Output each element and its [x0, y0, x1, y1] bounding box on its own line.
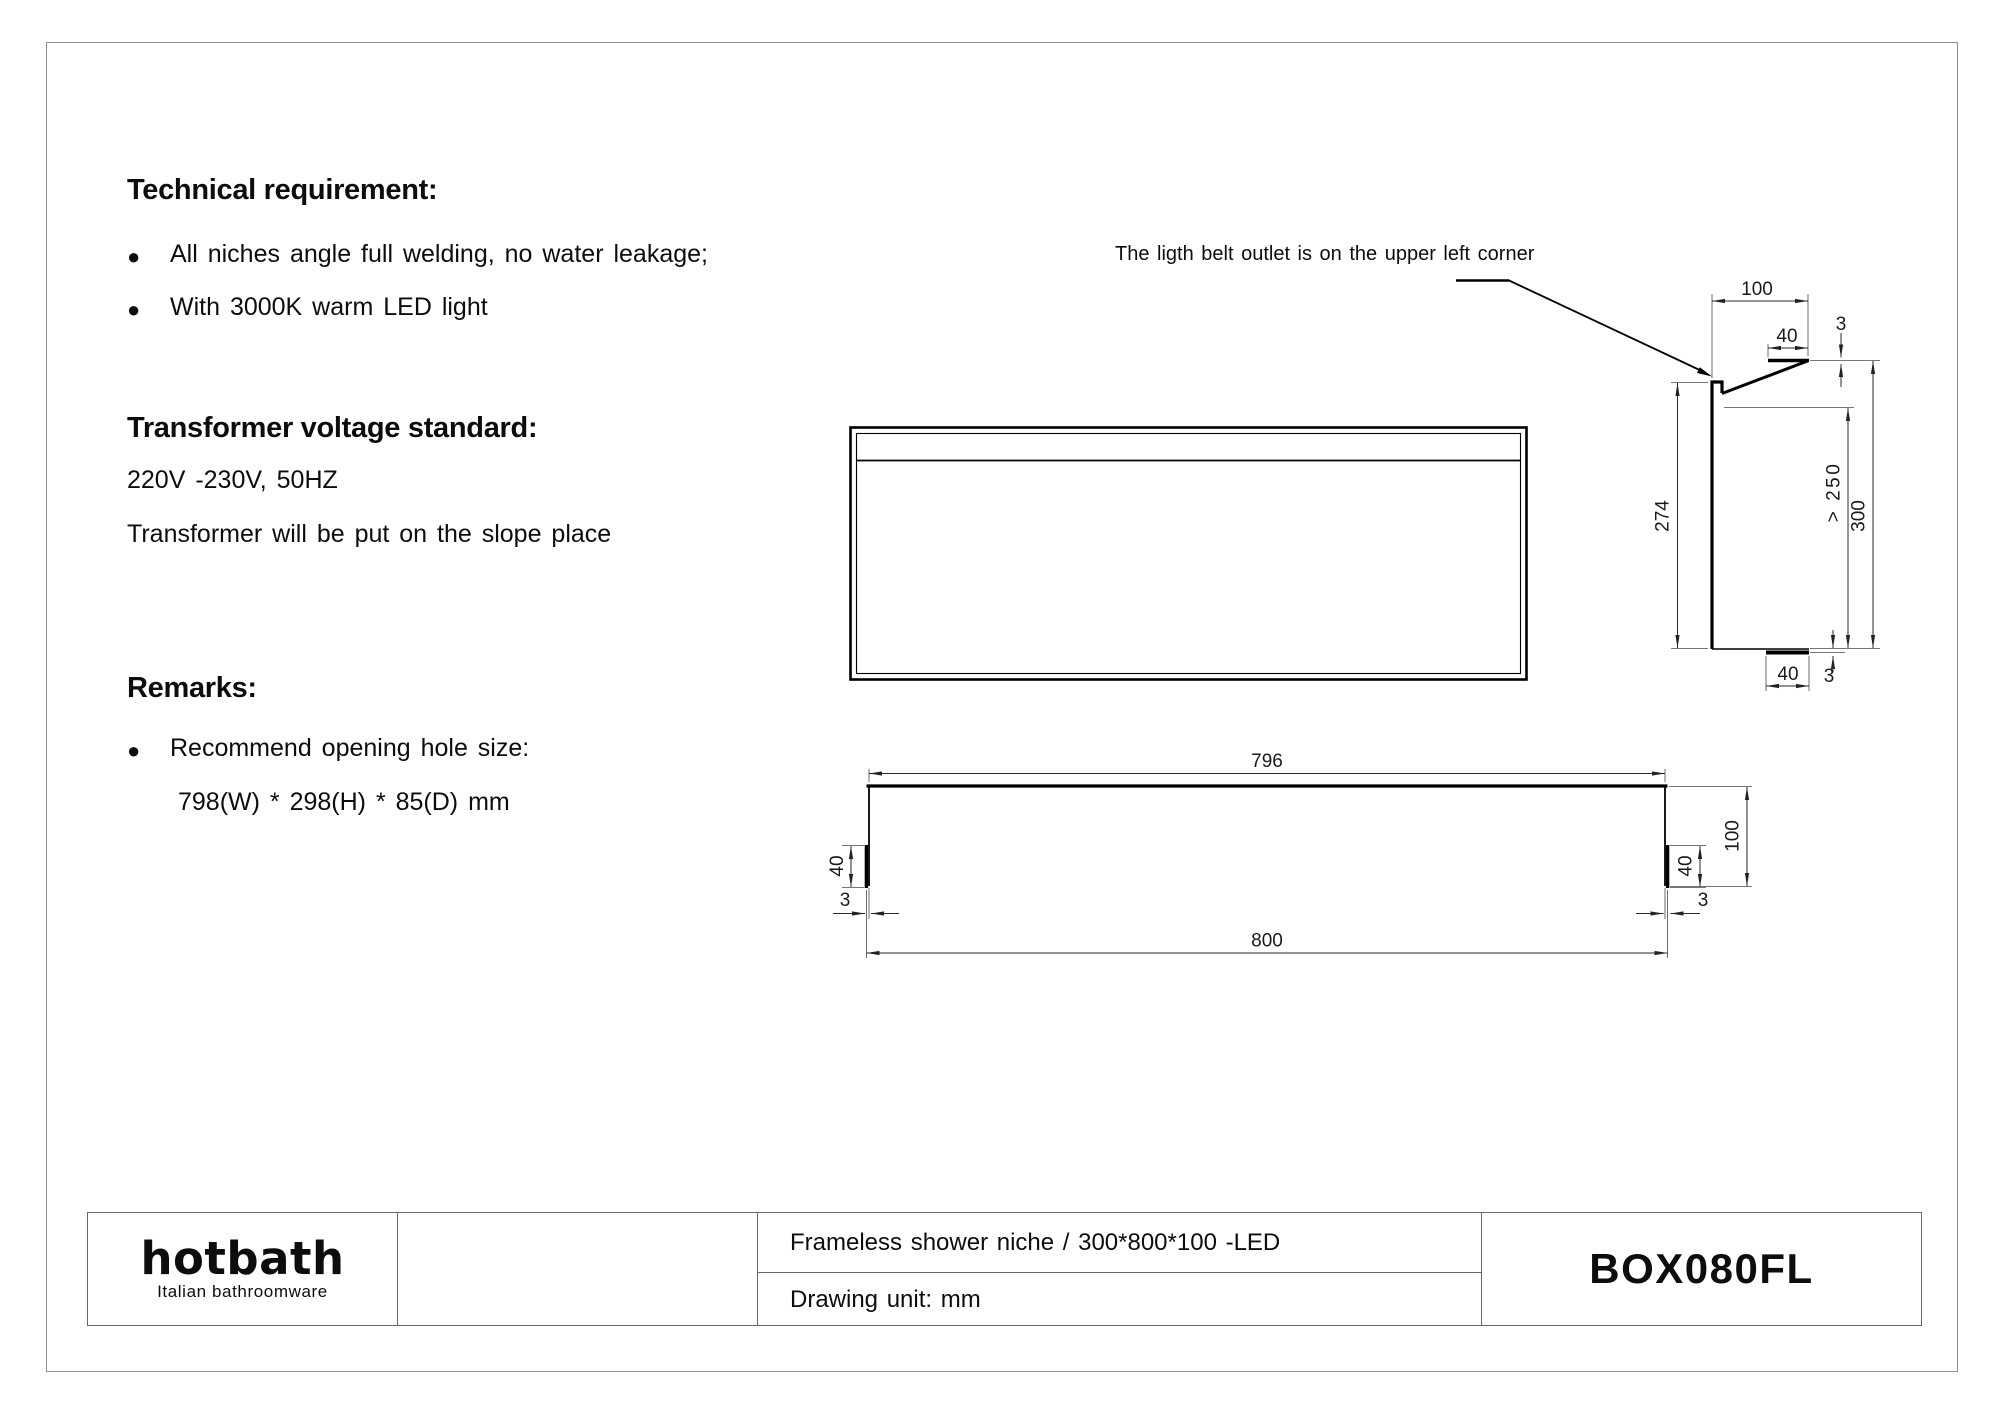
bullet-icon: ●: [127, 297, 141, 322]
plan-dim-3-right: 3: [1697, 890, 1709, 911]
remarks-bullet-1-text: Recommend opening hole size:: [170, 734, 530, 762]
bullet-icon: ●: [127, 738, 141, 763]
side-dim-40-top: 40: [1776, 326, 1798, 347]
transformer-voltage: 220V -230V, 50HZ: [127, 466, 338, 494]
annotation-leader-line: [1456, 280, 1712, 377]
brand-logo: hotbath: [140, 1231, 345, 1285]
side-profile-outline: [1712, 361, 1809, 653]
plan-dim-796: 796: [1251, 751, 1283, 772]
plan-dim-100: 100: [1722, 820, 1744, 852]
side-dim-300: 300: [1848, 500, 1870, 532]
product-title-row: [758, 1213, 1481, 1273]
transformer-heading: Transformer voltage standard:: [127, 412, 538, 444]
plan-dim-3-left: 3: [839, 890, 851, 911]
remarks-heading: Remarks:: [127, 672, 257, 704]
title-block: [87, 1212, 1922, 1326]
side-dim-min-250: > 250: [1823, 461, 1845, 523]
plan-dim-40-left: 40: [827, 855, 848, 877]
side-dim-274: 274: [1652, 500, 1674, 532]
bullet-icon: ●: [127, 244, 141, 269]
drawing-unit: Drawing unit: mm: [790, 1285, 981, 1313]
plan-dim-800: 800: [1251, 930, 1283, 952]
brand-tagline: Italian bathroomware: [157, 1281, 328, 1301]
side-dim-100: 100: [1741, 279, 1773, 300]
title-block-description-cell: [757, 1212, 1482, 1326]
side-dim-40-bottom: 40: [1777, 664, 1799, 685]
model-number: BOX080FL: [1589, 1245, 1814, 1292]
title-block-empty-cell: [397, 1212, 758, 1326]
tech-bullet-2: [127, 293, 488, 325]
title-block-logo-cell: [87, 1212, 398, 1326]
technical-requirement-heading: Technical requirement:: [127, 174, 438, 206]
light-belt-annotation: The ligth belt outlet is on the upper left corner: [1115, 243, 1535, 265]
remarks-hole-size: 798(W) * 298(H) * 85(D) mm: [178, 788, 510, 816]
side-section-drawing: [1400, 255, 1960, 725]
plan-outline: [866, 786, 1667, 888]
product-title: Frameless shower niche / 300*800*100 -LED: [790, 1228, 1281, 1256]
plan-dimensions: [827, 751, 1752, 958]
tech-bullet-1: [127, 240, 708, 272]
side-dimensions: [1653, 279, 1881, 691]
leader-arrowhead-icon: [1697, 367, 1712, 376]
tech-bullet-2-text: With 3000K warm LED light: [170, 293, 488, 321]
transformer-note: Transformer will be put on the slope place: [127, 520, 612, 548]
side-dim-3-bottom: 3: [1823, 666, 1835, 687]
remarks-bullet-1: [127, 734, 529, 766]
drawing-unit-row: [758, 1273, 1481, 1326]
tech-bullet-1-text: All niches angle full welding, no water leakage;: [170, 240, 708, 268]
side-dim-3-top: 3: [1835, 314, 1847, 335]
plan-view-drawing: [820, 740, 1800, 970]
plan-dim-40-right: 40: [1675, 855, 1697, 877]
title-block-model-cell: [1481, 1212, 1922, 1326]
